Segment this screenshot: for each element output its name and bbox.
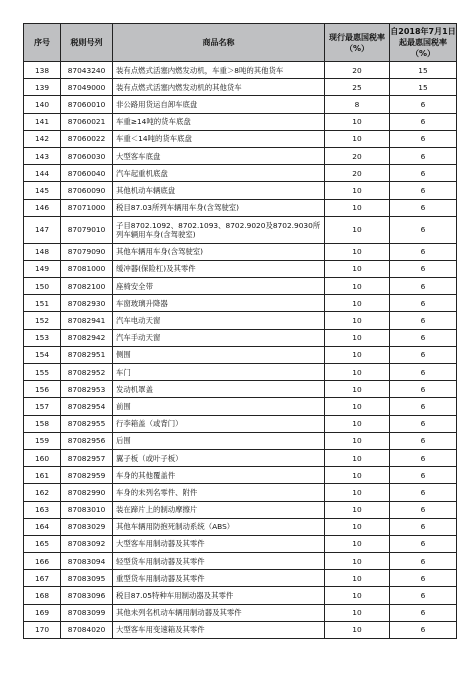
cell-tariff-code: 87049000 (61, 79, 113, 96)
cell-product-name: 汽车手动天窗 (113, 329, 325, 346)
header-row (24, 24, 457, 62)
cell-serial-number: 153 (24, 329, 61, 346)
cell-current-rate: 10 (325, 381, 390, 398)
cell-serial-number: 161 (24, 467, 61, 484)
cell-serial-number: 140 (24, 96, 61, 113)
cell-tariff-code: 87082953 (61, 381, 113, 398)
cell-tariff-code: 87082990 (61, 484, 113, 501)
cell-current-rate: 10 (325, 621, 390, 638)
cell-current-rate: 10 (325, 553, 390, 570)
cell-current-rate: 10 (325, 260, 390, 277)
cell-tariff-code: 87060010 (61, 96, 113, 113)
cell-current-rate: 10 (325, 518, 390, 535)
cell-current-rate: 10 (325, 199, 390, 216)
cell-new-rate: 6 (390, 535, 457, 552)
cell-tariff-code: 87083010 (61, 501, 113, 518)
cell-serial-number: 154 (24, 346, 61, 363)
cell-serial-number: 163 (24, 501, 61, 518)
cell-tariff-code: 87083095 (61, 570, 113, 587)
cell-product-name: 其他机动车辆底盘 (113, 182, 325, 199)
cell-serial-number: 152 (24, 312, 61, 329)
cell-new-rate: 15 (390, 62, 457, 79)
cell-tariff-code: 87079090 (61, 243, 113, 260)
cell-tariff-code: 87082952 (61, 364, 113, 381)
table-row (24, 381, 457, 398)
cell-product-name: 行李箱盖（或背门） (113, 415, 325, 432)
table-row (24, 432, 457, 449)
cell-tariff-code: 87083094 (61, 553, 113, 570)
table-row (24, 130, 457, 147)
cell-serial-number: 139 (24, 79, 61, 96)
cell-new-rate: 6 (390, 570, 457, 587)
cell-current-rate: 10 (325, 432, 390, 449)
table-row (24, 113, 457, 130)
cell-tariff-code: 87083029 (61, 518, 113, 535)
cell-serial-number: 156 (24, 381, 61, 398)
header-serial-number: 序号 (24, 24, 61, 62)
table-row (24, 449, 457, 466)
table-row (24, 553, 457, 570)
cell-new-rate: 6 (390, 216, 457, 243)
cell-serial-number: 144 (24, 165, 61, 182)
cell-current-rate: 10 (325, 467, 390, 484)
cell-tariff-code: 87082941 (61, 312, 113, 329)
cell-tariff-code: 87043240 (61, 62, 113, 79)
cell-new-rate: 15 (390, 79, 457, 96)
cell-serial-number: 159 (24, 432, 61, 449)
cell-serial-number: 168 (24, 587, 61, 604)
cell-product-name: 缓冲器(保险杠)及其零件 (113, 260, 325, 277)
table-row (24, 216, 457, 243)
cell-serial-number: 143 (24, 147, 61, 164)
cell-product-name: 非公路用货运自卸车底盘 (113, 96, 325, 113)
cell-serial-number: 164 (24, 518, 61, 535)
header-tariff-code: 税则号列 (61, 24, 113, 62)
table-row (24, 165, 457, 182)
cell-tariff-code: 87060040 (61, 165, 113, 182)
cell-product-name: 前围 (113, 398, 325, 415)
cell-current-rate: 10 (325, 295, 390, 312)
cell-new-rate: 6 (390, 587, 457, 604)
cell-tariff-code: 87060090 (61, 182, 113, 199)
cell-product-name: 车门 (113, 364, 325, 381)
cell-product-name: 其他车辆用防抱死制动系统（ABS） (113, 518, 325, 535)
cell-tariff-code: 87082956 (61, 432, 113, 449)
table-row (24, 604, 457, 621)
cell-current-rate: 10 (325, 501, 390, 518)
cell-new-rate: 6 (390, 553, 457, 570)
cell-serial-number: 145 (24, 182, 61, 199)
cell-new-rate: 6 (390, 199, 457, 216)
table-row (24, 260, 457, 277)
cell-tariff-code: 87071000 (61, 199, 113, 216)
cell-serial-number: 138 (24, 62, 61, 79)
cell-product-name: 翼子板（或叶子板） (113, 449, 325, 466)
cell-tariff-code: 87081000 (61, 260, 113, 277)
table-row (24, 570, 457, 587)
cell-new-rate: 6 (390, 96, 457, 113)
cell-new-rate: 6 (390, 329, 457, 346)
cell-product-name: 其他车辆用车身(含驾驶室) (113, 243, 325, 260)
table-row (24, 518, 457, 535)
cell-current-rate: 8 (325, 96, 390, 113)
cell-product-name: 发动机罩盖 (113, 381, 325, 398)
cell-new-rate: 6 (390, 182, 457, 199)
cell-serial-number: 149 (24, 260, 61, 277)
table-row (24, 415, 457, 432)
cell-product-name: 大型客车用变速箱及其零件 (113, 621, 325, 638)
cell-current-rate: 20 (325, 165, 390, 182)
cell-new-rate: 6 (390, 398, 457, 415)
table-row (24, 199, 457, 216)
cell-serial-number: 167 (24, 570, 61, 587)
cell-product-name: 汽车电动天窗 (113, 312, 325, 329)
cell-new-rate: 6 (390, 484, 457, 501)
table-row (24, 62, 457, 79)
cell-new-rate: 6 (390, 381, 457, 398)
cell-current-rate: 10 (325, 216, 390, 243)
cell-new-rate: 6 (390, 346, 457, 363)
cell-product-name: 税目87.03所列车辆用车身(含驾驶室) (113, 199, 325, 216)
cell-current-rate: 10 (325, 484, 390, 501)
cell-tariff-code: 87082951 (61, 346, 113, 363)
cell-serial-number: 169 (24, 604, 61, 621)
cell-serial-number: 146 (24, 199, 61, 216)
table-row (24, 182, 457, 199)
table-row (24, 278, 457, 295)
cell-new-rate: 6 (390, 113, 457, 130)
cell-current-rate: 10 (325, 570, 390, 587)
cell-serial-number: 142 (24, 130, 61, 147)
cell-product-name: 侧围 (113, 346, 325, 363)
cell-current-rate: 25 (325, 79, 390, 96)
cell-current-rate: 10 (325, 604, 390, 621)
cell-new-rate: 6 (390, 364, 457, 381)
cell-tariff-code: 87082100 (61, 278, 113, 295)
cell-current-rate: 10 (325, 398, 390, 415)
cell-serial-number: 165 (24, 535, 61, 552)
cell-serial-number: 157 (24, 398, 61, 415)
cell-product-name: 车身的未列名零件、附件 (113, 484, 325, 501)
cell-new-rate: 6 (390, 295, 457, 312)
cell-tariff-code: 87082959 (61, 467, 113, 484)
cell-current-rate: 10 (325, 587, 390, 604)
cell-product-name: 装有点燃式活塞内燃发动机，车重＞8吨的其他货车 (113, 62, 325, 79)
table-row (24, 243, 457, 260)
cell-current-rate: 10 (325, 113, 390, 130)
cell-current-rate: 10 (325, 243, 390, 260)
table-row (24, 535, 457, 552)
cell-serial-number: 162 (24, 484, 61, 501)
cell-serial-number: 170 (24, 621, 61, 638)
cell-current-rate: 10 (325, 415, 390, 432)
cell-product-name: 车重＜14吨的货车底盘 (113, 130, 325, 147)
table-row (24, 329, 457, 346)
table-row (24, 587, 457, 604)
cell-current-rate: 10 (325, 346, 390, 363)
cell-product-name: 车重≥14吨的货车底盘 (113, 113, 325, 130)
table-row (24, 398, 457, 415)
cell-new-rate: 6 (390, 621, 457, 638)
cell-current-rate: 10 (325, 130, 390, 147)
cell-tariff-code: 87079010 (61, 216, 113, 243)
cell-serial-number: 160 (24, 449, 61, 466)
table-row (24, 96, 457, 113)
cell-new-rate: 6 (390, 243, 457, 260)
cell-serial-number: 158 (24, 415, 61, 432)
cell-product-name: 座椅安全带 (113, 278, 325, 295)
cell-current-rate: 10 (325, 364, 390, 381)
cell-current-rate: 10 (325, 312, 390, 329)
tariff-table (23, 23, 457, 639)
cell-new-rate: 6 (390, 449, 457, 466)
cell-tariff-code: 87060030 (61, 147, 113, 164)
cell-serial-number: 147 (24, 216, 61, 243)
cell-product-name: 车窗玻璃升降器 (113, 295, 325, 312)
table-row (24, 467, 457, 484)
cell-new-rate: 6 (390, 130, 457, 147)
cell-product-name: 重型货车用制动器及其零件 (113, 570, 325, 587)
cell-tariff-code: 87083096 (61, 587, 113, 604)
table-row (24, 501, 457, 518)
cell-new-rate: 6 (390, 147, 457, 164)
cell-product-name: 车身的其他覆盖件 (113, 467, 325, 484)
header-current-mfn-rate: 现行最惠国税率（%） (325, 24, 390, 62)
table-row (24, 346, 457, 363)
cell-current-rate: 10 (325, 182, 390, 199)
cell-product-name: 子目8702.1092、8702.1093、8702.9020及8702.9030所列车辆用车身(含驾驶室) (113, 216, 325, 243)
cell-new-rate: 6 (390, 165, 457, 182)
table-row (24, 79, 457, 96)
cell-new-rate: 6 (390, 415, 457, 432)
table-row (24, 147, 457, 164)
cell-current-rate: 20 (325, 147, 390, 164)
cell-serial-number: 150 (24, 278, 61, 295)
cell-tariff-code: 87082954 (61, 398, 113, 415)
cell-product-name: 装在蹄片上的制动摩擦片 (113, 501, 325, 518)
cell-new-rate: 6 (390, 260, 457, 277)
cell-serial-number: 166 (24, 553, 61, 570)
cell-new-rate: 6 (390, 432, 457, 449)
cell-new-rate: 6 (390, 278, 457, 295)
cell-product-name: 轻型货车用制动器及其零件 (113, 553, 325, 570)
table-row (24, 484, 457, 501)
cell-new-rate: 6 (390, 501, 457, 518)
cell-serial-number: 151 (24, 295, 61, 312)
cell-product-name: 汽车起重机底盘 (113, 165, 325, 182)
cell-new-rate: 6 (390, 312, 457, 329)
cell-tariff-code: 87082957 (61, 449, 113, 466)
cell-tariff-code: 87083099 (61, 604, 113, 621)
cell-product-name: 大型客车用制动器及其零件 (113, 535, 325, 552)
cell-tariff-code: 87060021 (61, 113, 113, 130)
cell-tariff-code: 87082955 (61, 415, 113, 432)
cell-serial-number: 148 (24, 243, 61, 260)
header-new-mfn-rate: 自2018年7月1日起最惠国税率（%） (390, 24, 457, 62)
table-row (24, 621, 457, 638)
cell-tariff-code: 87082930 (61, 295, 113, 312)
cell-product-name: 其他未列名机动车辆用制动器及其零件 (113, 604, 325, 621)
cell-serial-number: 155 (24, 364, 61, 381)
cell-current-rate: 10 (325, 535, 390, 552)
cell-tariff-code: 87083092 (61, 535, 113, 552)
tariff-table-page (23, 23, 456, 639)
table-row (24, 295, 457, 312)
cell-product-name: 税目87.05特种车用制动器及其零件 (113, 587, 325, 604)
cell-current-rate: 20 (325, 62, 390, 79)
table-row (24, 312, 457, 329)
cell-product-name: 装有点燃式活塞内燃发动机的其他货车 (113, 79, 325, 96)
cell-current-rate: 10 (325, 329, 390, 346)
cell-new-rate: 6 (390, 604, 457, 621)
cell-new-rate: 6 (390, 518, 457, 535)
header-product-name: 商品名称 (113, 24, 325, 62)
cell-new-rate: 6 (390, 467, 457, 484)
table-body (24, 62, 457, 639)
cell-product-name: 大型客车底盘 (113, 147, 325, 164)
cell-serial-number: 141 (24, 113, 61, 130)
cell-current-rate: 10 (325, 449, 390, 466)
cell-tariff-code: 87082942 (61, 329, 113, 346)
cell-tariff-code: 87084020 (61, 621, 113, 638)
cell-product-name: 后围 (113, 432, 325, 449)
table-row (24, 364, 457, 381)
cell-current-rate: 10 (325, 278, 390, 295)
cell-tariff-code: 87060022 (61, 130, 113, 147)
